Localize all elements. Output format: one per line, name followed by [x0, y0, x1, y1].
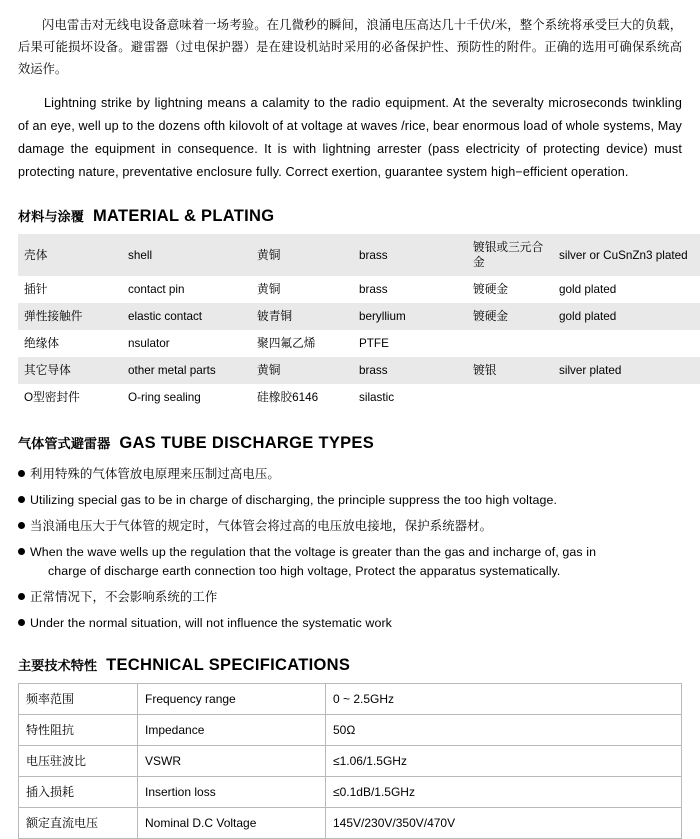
cell-plating-en: gold plated — [553, 276, 700, 303]
table-row — [18, 357, 700, 384]
list-item — [18, 517, 682, 536]
section-heading-materials-cn: 材料与涂覆 — [18, 209, 84, 224]
cell-substance-cn: 黄铜 — [251, 276, 353, 303]
cell-substance-cn: 黄铜 — [251, 357, 353, 384]
list-item — [18, 614, 682, 633]
cell-spec-en: Insertion loss — [138, 777, 326, 808]
list-item-text: Under the normal situation, will not influence the systematic work — [30, 616, 392, 630]
cell-material-cn: 弹性接触件 — [18, 303, 122, 330]
section-heading-gastube — [0, 433, 700, 453]
bullet-dot-icon — [18, 548, 25, 555]
cell-substance-cn: 铍青铜 — [251, 303, 353, 330]
cell-substance-cn: 硅橡胶6146 — [251, 384, 353, 411]
section-heading-specs-cn: 主要技术特性 — [18, 658, 98, 673]
cell-spec-value: 145V/230V/350V/470V — [326, 808, 682, 839]
section-heading-specs — [0, 655, 700, 675]
cell-spec-cn: 电压驻波比 — [19, 746, 138, 777]
cell-material-en: contact pin — [122, 276, 251, 303]
cell-spec-cn: 插入损耗 — [19, 777, 138, 808]
list-item — [18, 491, 682, 510]
section-heading-specs-en: TECHNICAL SPECIFICATIONS — [106, 656, 351, 674]
cell-material-en: shell — [122, 234, 251, 276]
cell-material-cn: 插针 — [18, 276, 122, 303]
table-row — [19, 746, 682, 777]
cell-spec-en: Nominal D.C Voltage — [138, 808, 326, 839]
cell-material-cn: 其它导体 — [18, 357, 122, 384]
cell-spec-cn: 频率范围 — [19, 684, 138, 715]
list-item — [18, 543, 682, 581]
section-heading-gastube-en: GAS TUBE DISCHARGE TYPES — [119, 434, 375, 452]
table-row — [19, 808, 682, 839]
cell-spec-en: VSWR — [138, 746, 326, 777]
specs-table-wrapper — [0, 683, 700, 839]
bullet-dot-icon — [18, 470, 25, 477]
table-row — [18, 330, 700, 357]
cell-plating-en: gold plated — [553, 303, 700, 330]
intro-paragraph-english: Lightning strike by lightning means a calamity to the radio equipment. At the severalty microseconds twinkling of an eye, well up to the dozens ofth kilovolt of at voltage at waves /rice, bear enormous load of whole systems, May damage the equipment in consequence. It is with lightning arrester (pass electricity of protecting device) must protecting nature, preventative enclosure fully. Correct exertion, guarantee system high−efficient operation. — [18, 96, 682, 179]
cell-spec-en: Frequency range — [138, 684, 326, 715]
cell-plating-cn: 镀硬金 — [467, 276, 553, 303]
table-row — [18, 276, 700, 303]
specifications-table — [18, 683, 682, 839]
cell-plating-en — [553, 330, 700, 357]
cell-plating-cn — [467, 330, 553, 357]
cell-material-en: elastic contact — [122, 303, 251, 330]
cell-substance-en: brass — [353, 234, 467, 276]
table-row — [19, 684, 682, 715]
cell-substance-en: silastic — [353, 384, 467, 411]
list-item-text: Utilizing special gas to be in charge of discharging, the principle suppress the too high voltage. — [30, 493, 558, 507]
list-item-text-wrapper — [30, 543, 596, 581]
list-item — [18, 465, 682, 484]
materials-table — [18, 234, 700, 411]
table-row — [18, 234, 700, 276]
cell-substance-cn: 聚四氟乙烯 — [251, 330, 353, 357]
cell-material-cn: 绝缘体 — [18, 330, 122, 357]
gastube-bullet-list — [0, 461, 700, 633]
cell-spec-cn: 特性阻抗 — [19, 715, 138, 746]
list-item-text-continued: charge of discharge earth connection too high voltage, Protect the apparatus systematically. — [48, 564, 561, 578]
cell-substance-en: brass — [353, 276, 467, 303]
bullet-dot-icon — [18, 619, 25, 626]
table-row — [18, 384, 700, 411]
cell-plating-cn: 镀银 — [467, 357, 553, 384]
cell-spec-value: ≤1.06/1.5GHz — [326, 746, 682, 777]
cell-plating-en: silver or CuSnZn3 plated — [553, 234, 700, 276]
section-heading-materials-en: MATERIAL & PLATING — [92, 207, 275, 225]
cell-substance-cn: 黄铜 — [251, 234, 353, 276]
bullet-dot-icon — [18, 496, 25, 503]
cell-spec-value: ≤0.1dB/1.5GHz — [326, 777, 682, 808]
section-heading-gastube-cn: 气体管式避雷器 — [18, 436, 111, 451]
list-item-text: 当浪涌电压大于气体管的规定时，气体管会将过高的电压放电接地，保护系统器材。 — [30, 519, 493, 533]
bullet-dot-icon — [18, 593, 25, 600]
cell-material-en: other metal parts — [122, 357, 251, 384]
table-row — [19, 715, 682, 746]
cell-spec-value: 50Ω — [326, 715, 682, 746]
section-heading-materials — [0, 206, 700, 226]
cell-material-en: nsulator — [122, 330, 251, 357]
cell-material-cn: O型密封件 — [18, 384, 122, 411]
cell-spec-en: Impedance — [138, 715, 326, 746]
list-item — [18, 588, 682, 607]
list-item-text: 利用特殊的气体管放电原理来压制过高电压。 — [30, 467, 280, 481]
list-item-text: 正常情况下，不会影响系统的工作 — [30, 590, 218, 604]
table-row — [18, 303, 700, 330]
cell-plating-cn — [467, 384, 553, 411]
list-item-text: When the wave wells up the regulation that the voltage is greater than the gas and incharge of, gas in — [30, 545, 597, 559]
cell-plating-en: silver plated — [553, 357, 700, 384]
cell-material-cn: 壳体 — [18, 234, 122, 276]
cell-substance-en: brass — [353, 357, 467, 384]
bullet-dot-icon — [18, 522, 25, 529]
table-row — [19, 777, 682, 808]
cell-material-en: O-ring sealing — [122, 384, 251, 411]
cell-substance-en: PTFE — [353, 330, 467, 357]
cell-spec-value: 0 ~ 2.5GHz — [326, 684, 682, 715]
cell-plating-cn: 镀银或三元合金 — [467, 234, 553, 276]
cell-substance-en: beryllium — [353, 303, 467, 330]
intro-paragraph-chinese: 闪电雷击对无线电设备意味着一场考验。在几微秒的瞬间，浪涌电压高达几十千伏/米，整个系统将承受巨大的负载，后果可能损坏设备。避雷器（过电保护器）是在建设机站时采用的必备保护性、预防性的附件。正确的选用可确保系统高效运作。 — [18, 18, 682, 76]
cell-plating-cn: 镀硬金 — [467, 303, 553, 330]
cell-spec-cn: 额定直流电压 — [19, 808, 138, 839]
intro-section — [0, 0, 700, 184]
cell-plating-en — [553, 384, 700, 411]
